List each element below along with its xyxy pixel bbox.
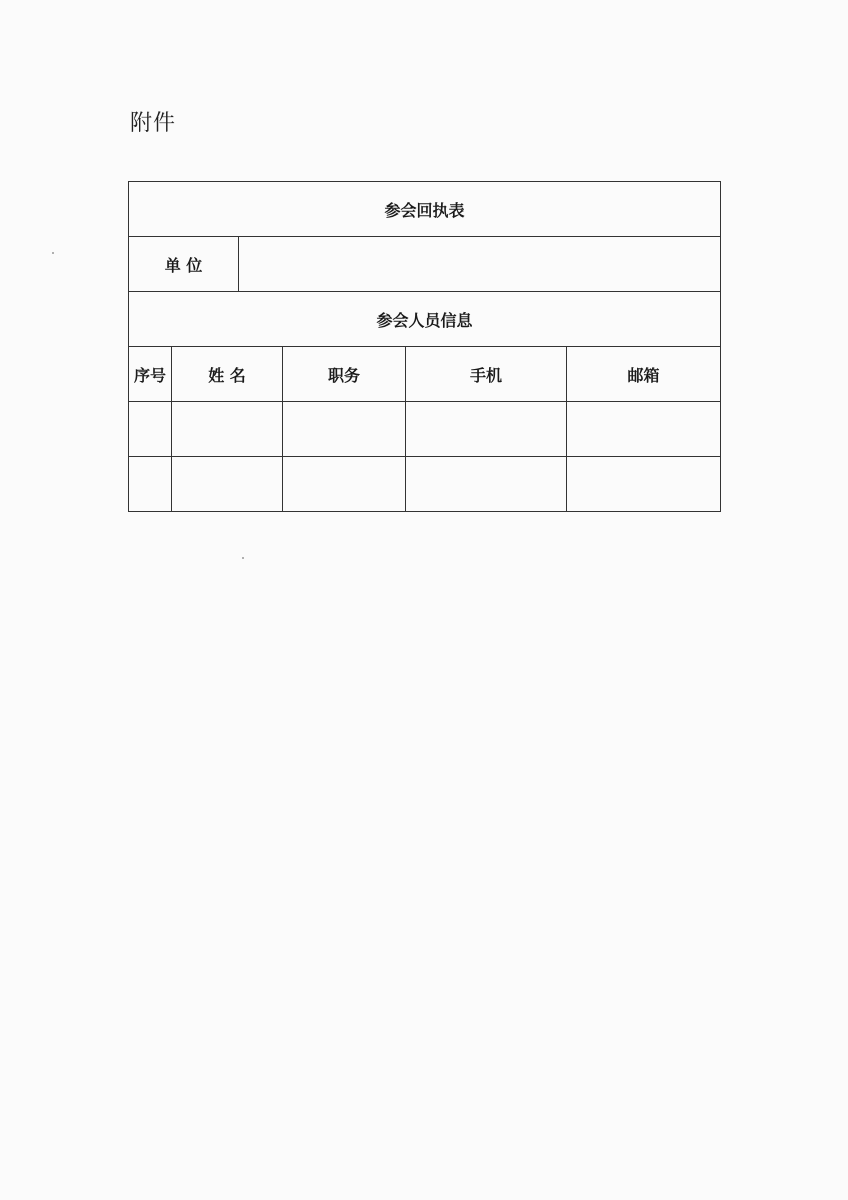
column-header-email: 邮箱 [567,347,721,402]
index-cell[interactable] [129,402,172,457]
unit-row [129,237,721,292]
table-header-row [129,347,721,402]
title-cell[interactable] [283,402,406,457]
table-row [129,457,721,512]
form-title-row [129,182,721,237]
index-cell[interactable] [129,457,172,512]
column-header-index: 序号 [129,347,172,402]
name-cell[interactable] [172,457,283,512]
phone-cell[interactable] [406,402,567,457]
scan-speck [242,557,244,559]
column-header-name: 姓 名 [172,347,283,402]
form-title: 参会回执表 [129,182,721,237]
phone-cell[interactable] [406,457,567,512]
section-title-row [129,292,721,347]
column-header-title: 职务 [283,347,406,402]
email-cell[interactable] [567,457,721,512]
unit-label: 单 位 [129,237,239,292]
registration-form-table [128,181,721,512]
column-header-phone: 手机 [406,347,567,402]
scan-speck [52,252,54,254]
title-cell[interactable] [283,457,406,512]
name-cell[interactable] [172,402,283,457]
table-row [129,402,721,457]
email-cell[interactable] [567,402,721,457]
attachment-label: 附件 [130,111,177,136]
unit-value-cell[interactable] [239,237,721,292]
section-title: 参会人员信息 [129,292,721,347]
